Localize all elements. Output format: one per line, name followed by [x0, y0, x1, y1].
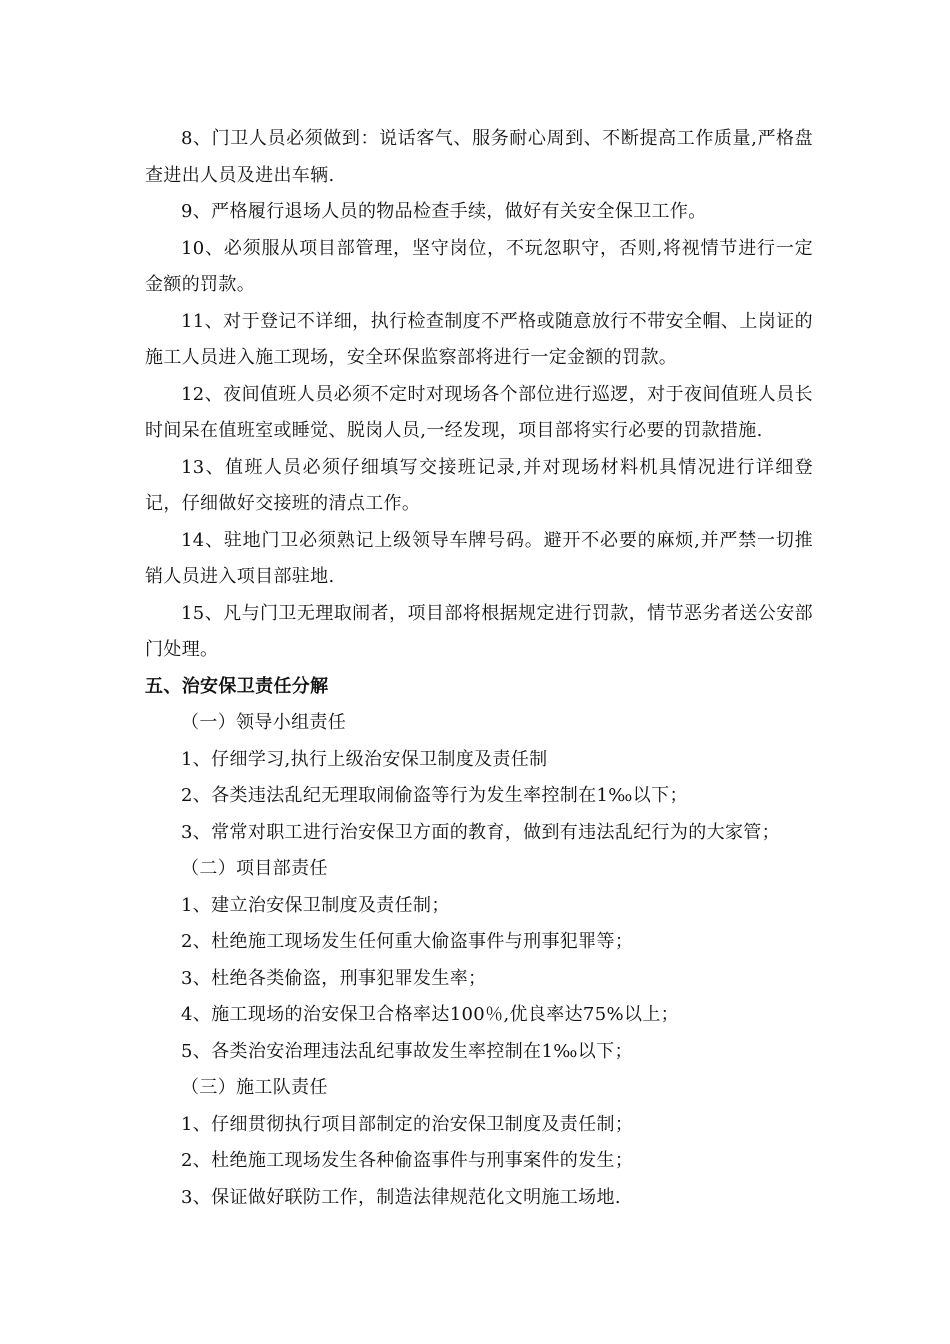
list-item: 3、保证做好联防工作，制造法律规范化文明施工场地.: [181, 1186, 621, 1208]
list-item: 1、仔细学习,执行上级治安保卫制度及责任制: [181, 748, 548, 770]
rule-paragraph-12: 12、夜间值班人员必须不定时对现场各个部位进行巡逻，对于夜间值班人员长时间呆在值班室或睡觉、脱岗人员,一经发现，项目部将实行必要的罚款措施.: [145, 383, 813, 441]
list-item: 5、各类治安治理违法乱纪事故发生率控制在1‰以下；: [181, 1040, 633, 1062]
list-item: 2、杜绝施工现场发生任何重大偷盗事件与刑事犯罪等；: [181, 931, 634, 952]
rule-paragraph-14: 14、驻地门卫必须熟记上级领导车牌号码。避开不必要的麻烦,并严禁一切推销人员进入项目部驻地.: [145, 529, 813, 587]
list-item: 1、建立治安保卫制度及责任制；: [181, 894, 450, 916]
list-item: 4、施工现场的治安保卫合格率达100％,优良率达75%以上；: [181, 1004, 680, 1025]
group-title-construction-team: （三）施工队责任: [181, 1077, 328, 1098]
group-title-leadership: （一）领导小组责任: [181, 712, 347, 733]
list-item: 3、常常对职工进行治安保卫方面的教育，做到有违法乱纪行为的大家管；: [181, 821, 780, 843]
rule-paragraph-9: 9、严格履行退场人员的物品检查手续，做好有关安全保卫工作。: [181, 201, 707, 222]
rule-paragraph-13: 13、值班人员必须仔细填写交接班记录,并对现场材料机具情况进行详细登记，仔细做好交接班的清点工作。: [145, 456, 813, 514]
list-item: 3、杜绝各类偷盗，刑事犯罪发生率；: [181, 967, 487, 989]
list-item: 1、仔细贯彻执行项目部制定的治安保卫制度及责任制；: [181, 1113, 634, 1135]
group-title-project-dept: （二）项目部责任: [181, 858, 328, 879]
rule-paragraph-15: 15、凡与门卫无理取闹者，项目部将根据规定进行罚款，情节恶劣者送公安部门处理。: [145, 602, 813, 660]
rule-paragraph-8: 8、门卫人员必须做到：说话客气、服务耐心周到、不断提高工作质量,严格盘查进出人员及进出车辆.: [145, 128, 813, 186]
list-item: 2、杜绝施工现场发生各种偷盗事件与刑事案件的发生；: [181, 1150, 634, 1171]
section-heading: 五、治安保卫责任分解: [145, 675, 329, 697]
document-body: [145, 121, 813, 1216]
rule-paragraph-10: 10、必须服从项目部管理，坚守岗位，不玩忽职守，否则,将视情节进行一定金额的罚款。: [145, 237, 813, 295]
list-item: 2、各类违法乱纪无理取闹偷盗等行为发生率控制在1‰以下；: [181, 785, 688, 806]
rule-paragraph-11: 11、对于登记不详细，执行检查制度不严格或随意放行不带安全帽、上岗证的施工人员进入施工现场，安全环保监察部将进行一定金额的罚款。: [145, 310, 813, 368]
